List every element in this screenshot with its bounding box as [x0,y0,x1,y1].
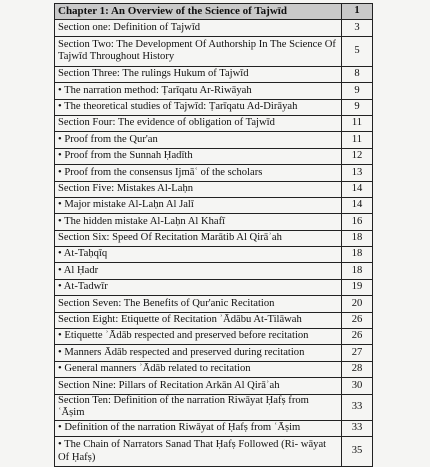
toc-entry-title: • Definition of the narration Riwāyat of Ḥafṣ from ʿĀṣim [55,420,342,436]
toc-entry-title: Section Seven: The Benefits of Qur'anic Recitation [55,296,342,312]
toc-entry-page: 18 [342,247,373,263]
toc-entry-page: 13 [342,165,373,181]
toc-row [55,420,373,436]
toc-row [55,329,373,345]
toc-row [55,165,373,181]
toc-row [55,394,373,420]
toc-entry-page: 18 [342,263,373,279]
toc-entry-page: 9 [342,99,373,115]
toc-entry-title: • The Chain of Narrators Sanad That Ḥafṣ Followed (Ri- wāyat Of Ḥafṣ) [55,437,342,467]
toc-row [55,312,373,328]
toc-row [55,83,373,99]
toc-entry-page: 5 [342,36,373,66]
toc-entry-page: 14 [342,181,373,197]
toc-entry-title: Section Two: The Development Of Authorship In The Science Of Tajwīd Throughout History [55,36,342,66]
toc-entry-page: 26 [342,329,373,345]
table-of-contents [54,3,373,467]
toc-row [55,296,373,312]
toc-entry-title: • Manners Ādāb respected and preserved during recitation [55,345,342,361]
toc-entry-title: • Al Ḥadr [55,263,342,279]
toc-row [55,214,373,230]
toc-entry-title: Section Nine: Pillars of Recitation Arkān Al Qirāʾah [55,378,342,394]
toc-entry-page: 26 [342,312,373,328]
toc-row [55,148,373,164]
toc-row [55,345,373,361]
toc-entry-page: 20 [342,296,373,312]
toc-entry-page: 9 [342,83,373,99]
toc-entry-title: • Proof from the Sunnah Ḥadīth [55,148,342,164]
toc-entry-page: 11 [342,115,373,131]
toc-entry-page: 14 [342,197,373,213]
toc-entry-title: Section Eight: Etiquette of Recitation ʾĀdābu At-Tilāwah [55,312,342,328]
toc-entry-page: 12 [342,148,373,164]
toc-row [55,20,373,36]
toc-entry-title: Section Six: Speed Of Recitation Marātib Al Qirāʾah [55,230,342,246]
toc-entry-page: 27 [342,345,373,361]
toc-entry-page: 19 [342,279,373,295]
toc-row [55,36,373,66]
toc-entry-page: 1 [342,4,373,20]
toc-entry-page: 33 [342,420,373,436]
toc-entry-title: • Etiquette ʾĀdāb respected and preserved before recitation [55,329,342,345]
toc-entry-title: Section Four: The evidence of obligation of Tajwīd [55,115,342,131]
toc-row-chapter-heading [55,4,373,20]
toc-row [55,132,373,148]
toc-row [55,99,373,115]
toc-entry-page: 28 [342,361,373,377]
toc-entry-title: Section Three: The rulings Hukum of Tajwīd [55,66,342,82]
toc-entry-page: 3 [342,20,373,36]
toc-entry-page: 16 [342,214,373,230]
toc-row [55,361,373,377]
toc-row [55,437,373,467]
toc-entry-title: Section Five: Mistakes Al-Laḥn [55,181,342,197]
toc-entry-page: 8 [342,66,373,82]
toc-row [55,181,373,197]
toc-entry-title: • Proof from the consensus Ijmāʿ of the scholars [55,165,342,181]
toc-entry-page: 30 [342,378,373,394]
toc-entry-title: • Major mistake Al-Laḥn Al Jalī [55,197,342,213]
toc-entry-title: Chapter 1: An Overview of the Science of Tajwīd [55,4,342,20]
toc-row [55,66,373,82]
toc-entry-title: Section one: Definition of Tajwīd [55,20,342,36]
toc-row [55,230,373,246]
toc-entry-page: 18 [342,230,373,246]
toc-entry-title: • The theoretical studies of Tajwīd: Ṭarīqatu Ad-Dirāyah [55,99,342,115]
toc-row [55,378,373,394]
toc-entry-title: • At-Tadwīr [55,279,342,295]
toc-entry-page: 33 [342,394,373,420]
toc-entry-title: • General manners ʾĀdāb related to recitation [55,361,342,377]
toc-row [55,263,373,279]
toc-entry-page: 11 [342,132,373,148]
toc-row [55,247,373,263]
toc-entry-title: • The hidden mistake Al-Laḥn Al Khafī [55,214,342,230]
toc-entry-title: • At-Taḥqīq [55,247,342,263]
toc-entry-page: 35 [342,437,373,467]
toc-row [55,115,373,131]
toc-entry-title: • The narration method: Ṭarīqatu Ar-Riwāyah [55,83,342,99]
toc-row [55,197,373,213]
toc-row [55,279,373,295]
toc-entry-title: • Proof from the Qur'an [55,132,342,148]
toc-entry-title: Section Ten: Definition of the narration Riwāyat Ḥafṣ from ʿĀṣim [55,394,342,420]
